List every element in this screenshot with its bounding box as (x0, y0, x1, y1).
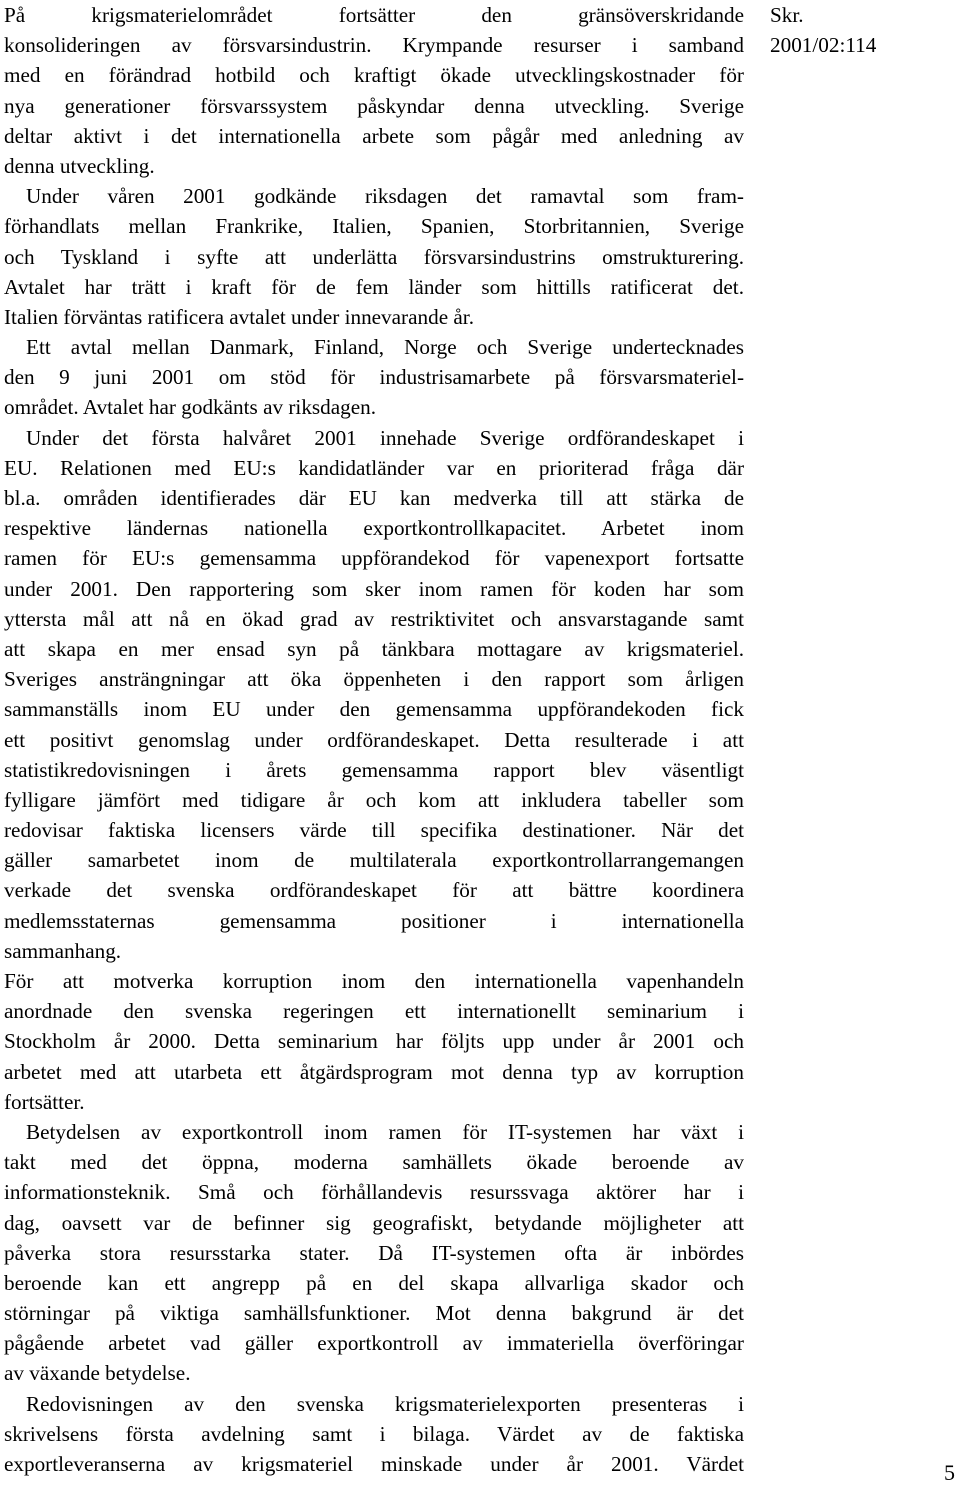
text-line: redovisar faktiska licensers värde till specifika destinationer. När det (4, 818, 744, 843)
text-line: av växande betydelse. (4, 1361, 191, 1386)
text-line: informationsteknik. Små och förhållandevis resurssvaga aktörer har i (4, 1180, 744, 1205)
paragraph-start-line: Ett avtal mellan Danmark, Finland, Norge och Sverige undertecknades (26, 335, 744, 360)
paragraph-start-line: För att motverka korruption inom den internationella vapenhandeln (4, 969, 744, 993)
text-line: EU. Relationen med EU:s kandidatländer var en prioriterad fråga där (4, 455, 744, 480)
text-line: deltar aktivt i det internationella arbete som pågår med anledning av (4, 123, 744, 148)
text-line: konsolideringen av försvarsindustrin. Krympande resurser i samband (4, 33, 744, 58)
text-line: På krigsmaterielområdet fortsätter den gränsöverskridande (4, 3, 744, 27)
text-line: dag, oavsett var de befinner sig geografiskt, betydande möjligheter att (4, 1210, 744, 1235)
text-line: förhandlats mellan Frankrike, Italien, Spanien, Storbritannien, Sverige (4, 214, 744, 239)
text-line: takt med det öppna, moderna samhällets ökade beroende av (4, 1150, 744, 1175)
text-line: yttersta mål att nå en ökad grad av restriktivitet och ansvarstagande samt (4, 606, 744, 631)
text-line: bl.a. områden identifierades där EU kan medverka till att stärka de (4, 486, 744, 510)
text-line: fylligare jämfört med tidigare år och kom att inkludera tabeller som (4, 787, 744, 812)
text-line: gäller samarbetet inom de multilaterala exportkontrollarrangemangen (4, 848, 744, 873)
paragraph-start-line: Under våren 2001 godkände riksdagen det ramavtal som fram- (26, 184, 744, 209)
text-line: området. Avtalet har godkänts av riksdagen. (4, 395, 377, 420)
text-line: pågående arbetet vad gäller exportkontroll av immateriella överföringar (4, 1331, 744, 1356)
text-line: verkade det svenska ordförandeskapet för att bättre koordinera (4, 878, 744, 903)
text-line: exportleveranserna av krigsmateriel minskade under år 2001. Värdet (4, 1452, 744, 1476)
text-line: den 9 juni 2001 om stöd för industrisamarbete på försvarsmateriel- (4, 365, 744, 390)
text-line: med en förändrad hotbild och kraftigt ökade utvecklingskostnader för (4, 63, 744, 88)
paragraph-start-line: Under det första halvåret 2001 innehade Sverige ordförandeskapet i (26, 425, 744, 450)
text-line: medlemsstaternas gemensamma positioner i internationella (4, 908, 744, 933)
text-line: ramen för EU:s gemensamma uppförandekod för vapenexport fortsatte (4, 546, 744, 571)
margin-reference-label: Skr. (770, 3, 804, 27)
text-line: påverka stora resursstarka stater. Då IT-systemen ofta är inbördes (4, 1240, 744, 1265)
text-line: störningar på viktiga samhällsfunktioner. Mot denna bakgrund är det (4, 1301, 744, 1326)
text-line: nya generationer försvarssystem påskyndar denna utveckling. Sverige (4, 93, 744, 118)
text-line: under 2001. Den rapportering som sker inom ramen för koden har som (4, 576, 744, 601)
text-line: sammanställs inom EU under den gemensamma uppförandekoden fick (4, 697, 744, 722)
text-line: och Tyskland i syfte att underlätta försvarsindustrins omstrukturering. (4, 244, 744, 269)
text-line: respektive ländernas nationella exportkontrollkapacitet. Arbetet inom (4, 516, 744, 541)
margin-reference (770, 0, 950, 60)
paragraph-start-line: Betydelsen av exportkontroll inom ramen för IT-systemen har växt i (26, 1119, 744, 1144)
text-line: att skapa en mer ensad syn på tänkbara mottagare av krigsmateriel. (4, 636, 744, 661)
text-line: denna utveckling. (4, 153, 155, 178)
margin-reference-number: 2001/02:114 (770, 33, 877, 58)
page-number: 5 (944, 1460, 955, 1485)
text-line: beroende kan ett angrepp på en del skapa allvarliga skador och (4, 1270, 744, 1295)
paragraph-start-line: Redovisningen av den svenska krigsmaterielexporten presenteras i (26, 1391, 744, 1416)
text-line: skrivelsens första avdelning samt i bilaga. Värdet av de faktiska (4, 1421, 744, 1446)
text-line: Stockholm år 2000. Detta seminarium har följts upp under år 2001 och (4, 1029, 744, 1054)
text-line: anordnade den svenska regeringen ett internationellt seminarium i (4, 999, 744, 1024)
text-line: Avtalet har trätt i kraft för de fem länder som hittills ratificerat det. (4, 274, 744, 299)
text-line: statistikredovisningen i årets gemensamma rapport blev väsentligt (4, 757, 744, 782)
text-line: arbetet med att utarbeta ett åtgärdsprogram mot denna typ av korruption (4, 1059, 744, 1084)
text-line: ett positivt genomslag under ordförandeskapet. Detta resulterade i att (4, 727, 744, 752)
text-line: Italien förväntas ratificera avtalet under innevarande år. (4, 304, 474, 329)
body-text (4, 0, 744, 1479)
text-line: Sveriges ansträngningar att öka öppenheten i den rapport som årligen (4, 667, 744, 692)
text-line: sammanhang. (4, 938, 122, 963)
text-line: fortsätter. (4, 1089, 85, 1114)
